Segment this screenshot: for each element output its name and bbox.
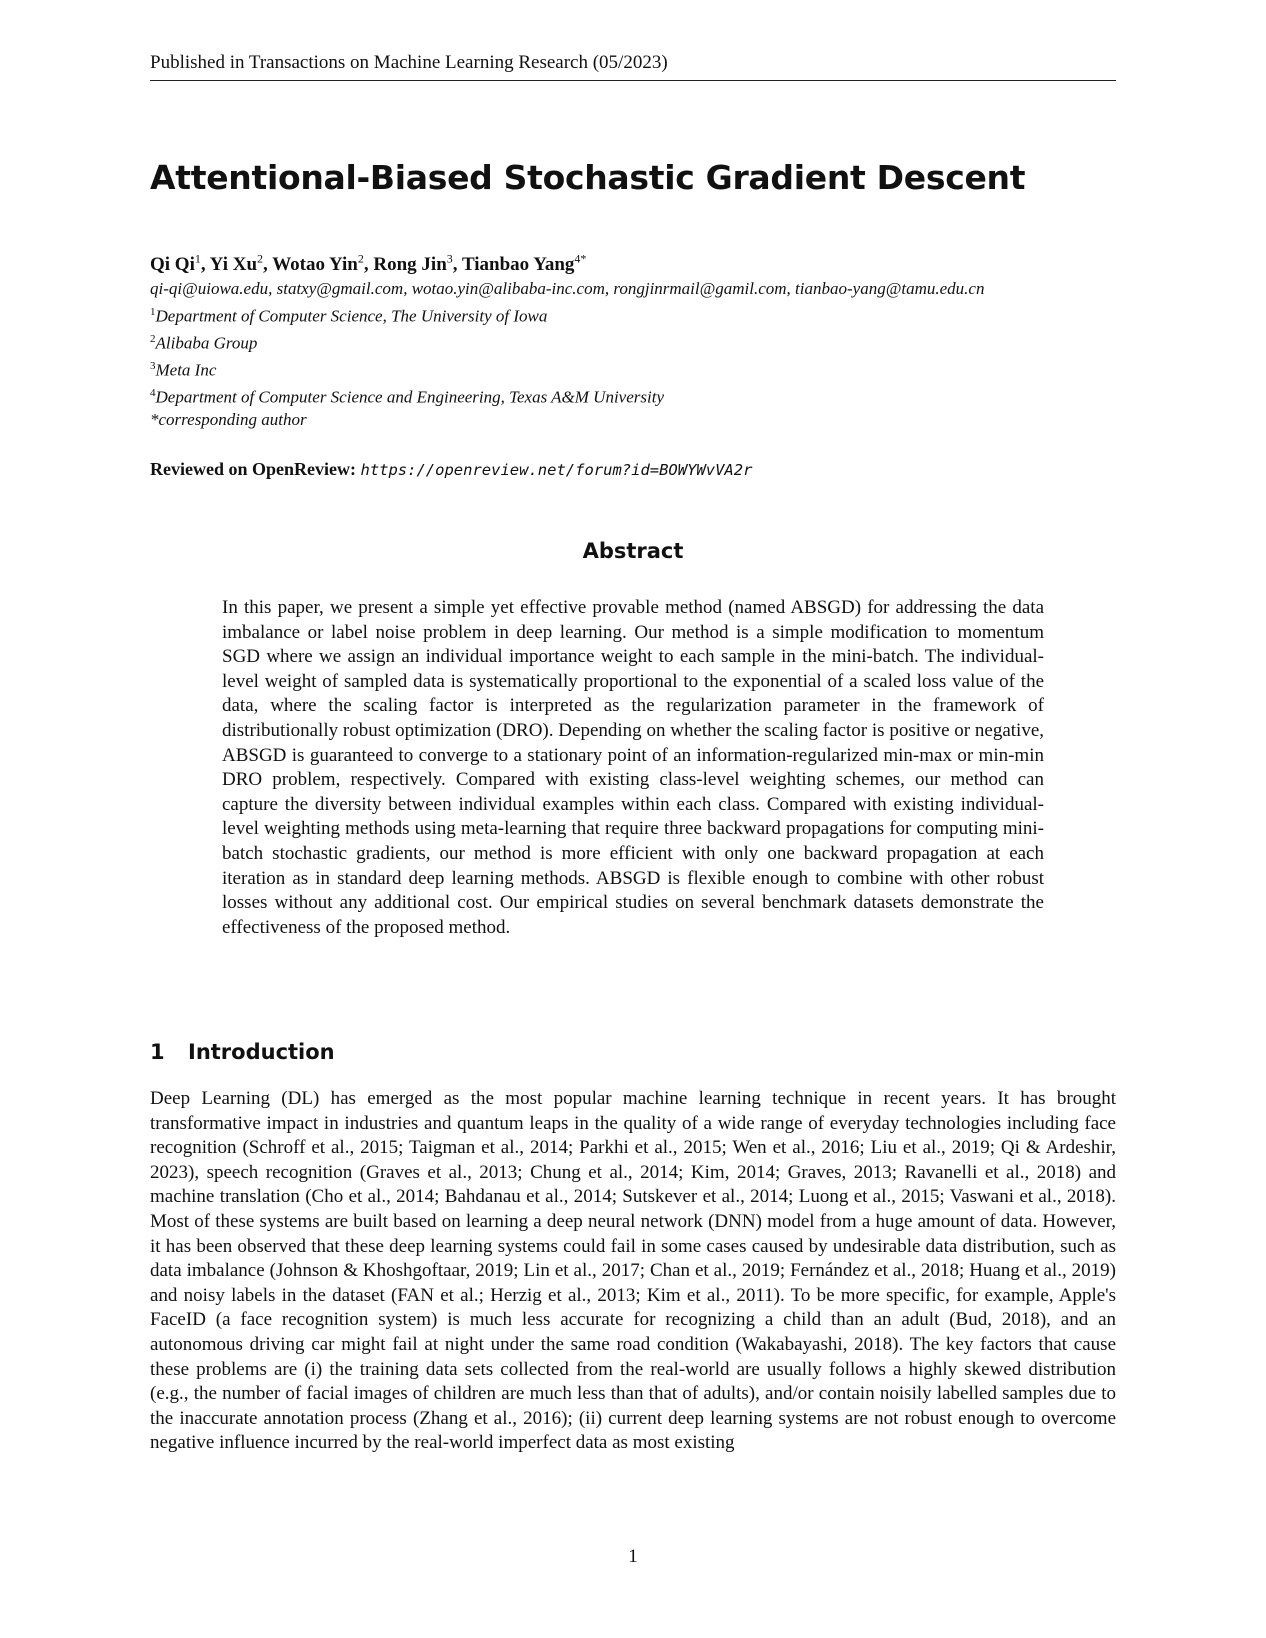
review-label: Reviewed on OpenReview: — [150, 459, 356, 479]
paper-title: Attentional-Biased Stochastic Gradient Descent — [150, 158, 1026, 197]
introduction-text: Deep Learning (DL) has emerged as the most popular machine learning technique in recent years. It has brought transformative impact in industries and quantum leaps in the quality of a wide range of everyday technologies including face recognition (Schroff et al., 2015; Taigman et al., 2014; Parkhi et al., 2015; Wen et al., 2016; Liu et al., 2019; Qi & Ardeshir, 2023), speech recognition (Graves et al., 2013; Chung et al., 2014; Kim, 2014; Graves, 2013; Ravanelli et al., 2018) and machine translation (Cho et al., 2014; Bahdanau et al., 2014; Sutskever et al., 2014; Luong et al., 2015; Vaswani et al., 2018). Most of these systems are built based on learning a deep neural network (DNN) model from a huge amount of data. However, it has been observed that these deep learning systems could fail in some cases caused by undesirable data distribution, such as data imbalance (Johnson & Khoshgoftaar, 2019; Lin et al., 2017; Chan et al., 2019; Fernández et al., 2018; Huang et al., 2019) and noisy labels in the dataset (FAN et al.; Herzig et al., 2013; Kim et al., 2011). To be more specific, for example, Apple's FaceID (a face recognition system) is much less accurate for recognizing a child than an adult (Bud, 2018), and an autonomous driving car might fail at night under the same road condition (Wakabayashi, 2018). The key factors that cause these problems are (i) the training data sets collected from the real-world are usually follows a highly skewed distribution (e.g., the number of facial images of children are much less than that of adults), and/or contain noisily labelled samples due to the inaccurate annotation process (Zhang et al., 2016); (ii) current deep learning systems are not robust enough to overcome negative influence incurred by the real-world imperfect data as most existing — [150, 1088, 1116, 1454]
affiliation: $^4$Department of Computer Science and Engineering, Texas A&M University — [150, 386, 664, 407]
author-metadata — [150, 278, 1116, 432]
section-title: Introduction — [188, 1040, 335, 1064]
affiliation: $^1$Department of Computer Science, The University of Iowa — [150, 305, 548, 326]
affiliation: $^2$Alibaba Group — [150, 332, 258, 353]
review-line — [150, 459, 752, 480]
openreview-link[interactable]: https://openreview.net/forum?id=BOWYWvVA2r — [360, 461, 753, 479]
running-head: Published in Transactions on Machine Learning Research (05/2023) — [150, 52, 1116, 81]
section-heading — [150, 1040, 335, 1064]
abstract-heading: Abstract — [582, 539, 684, 563]
section-number: 1 — [150, 1040, 165, 1064]
author: Rong Jin$^3$, — [373, 252, 462, 276]
corresponding-author-note: *corresponding author — [150, 410, 307, 430]
author: Tianbao Yang$^{4*}$ — [461, 252, 587, 276]
author-emails: qi-qi@uiowa.edu, statxy@gmail.com, wotao.yin@alibaba-inc.com, rongjinrmail@gamil.com, tianbao-yang@tamu.edu.cn — [150, 279, 985, 298]
page-number: 1 — [628, 1546, 638, 1567]
author-list — [150, 252, 586, 276]
author: Wotao Yin$^2$, — [272, 252, 374, 276]
author: Yi Xu$^2$, — [209, 252, 273, 276]
author: Qi Qi$^1$, — [150, 252, 210, 276]
abstract-text: In this paper, we present a simple yet effective provable method (named ABSGD) for addressing the data imbalance or label noise problem in deep learning. Our method is a simple modification to momentum SGD where we assign an individual importance weight to each sample in the mini-batch. The individual-level weight of sampled data is systematically proportional to the exponential of a scaled loss value of the data, where the scaling factor is interpreted as the regularization parameter in the framework of distributionally robust optimization (DRO). Depending on whether the scaling factor is positive or negative, ABSGD is guaranteed to converge to a stationary point of an information-regularized min-max or min-min DRO problem, respectively. Compared with existing class-level weighting schemes, our method can capture the diversity between individual examples within each class. Compared with existing individual-level weighting methods using meta-learning that require three backward propagations for computing mini-batch stochastic gradients, our method is more efficient with only one backward propagation at each iteration as in standard deep learning methods. ABSGD is flexible enough to combine with other robust losses without any additional cost. Our empirical studies on several benchmark datasets demonstrate the effectiveness of the proposed method. — [222, 597, 1044, 938]
affiliation: $^3$Meta Inc — [150, 359, 217, 380]
